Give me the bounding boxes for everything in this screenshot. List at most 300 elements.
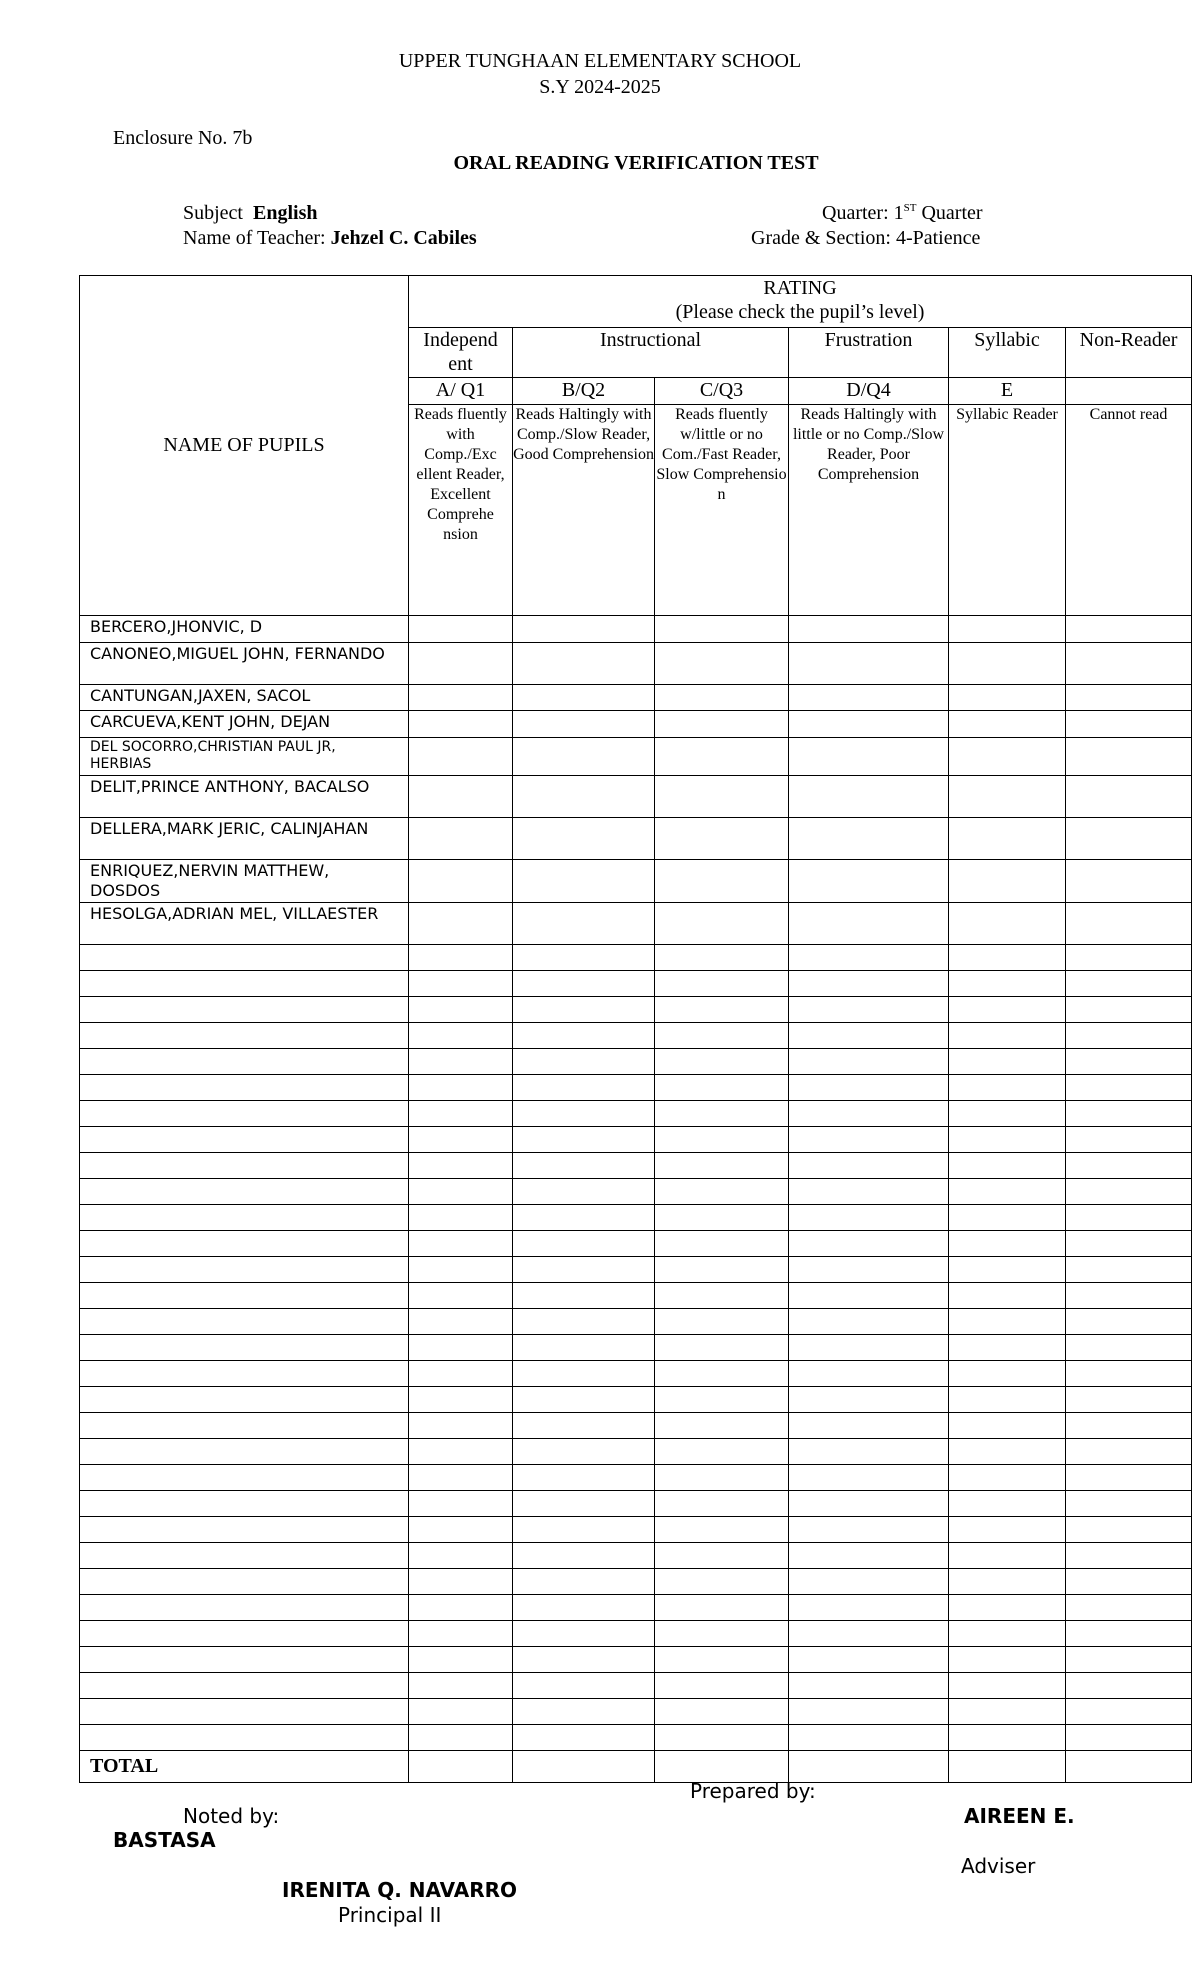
empty-check-cell[interactable] xyxy=(655,1621,789,1647)
empty-check-cell[interactable] xyxy=(949,997,1066,1023)
empty-check-cell[interactable] xyxy=(409,1387,513,1413)
pupil-check-cell[interactable] xyxy=(949,738,1066,776)
rating-header xyxy=(409,276,1192,328)
pupil-name: HESOLGA,ADRIAN MEL, VILLAESTER xyxy=(80,903,409,945)
pupil-check-cell[interactable] xyxy=(513,685,655,711)
empty-check-cell[interactable] xyxy=(513,1673,655,1699)
empty-check-cell[interactable] xyxy=(1066,1387,1192,1413)
pupil-check-cell[interactable] xyxy=(1066,903,1192,945)
empty-check-cell[interactable] xyxy=(513,1075,655,1101)
pupil-name: CANTUNGAN,JAXEN, SACOL xyxy=(80,685,409,711)
empty-check-cell[interactable] xyxy=(655,1361,789,1387)
empty-check-cell[interactable] xyxy=(1066,1283,1192,1309)
empty-check-cell[interactable] xyxy=(789,1621,949,1647)
pupil-check-cell[interactable] xyxy=(789,860,949,903)
empty-check-cell[interactable] xyxy=(949,1543,1066,1569)
pupil-check-cell[interactable] xyxy=(1066,860,1192,903)
empty-check-cell[interactable] xyxy=(513,1153,655,1179)
empty-check-cell[interactable] xyxy=(655,1049,789,1075)
pupil-name: DELIT,PRINCE ANTHONY, BACALSO xyxy=(80,776,409,818)
empty-check-cell[interactable] xyxy=(1066,1127,1192,1153)
pupil-check-cell[interactable] xyxy=(513,903,655,945)
pupil-check-cell[interactable] xyxy=(1066,738,1192,776)
empty-row xyxy=(80,1595,1192,1621)
empty-check-cell[interactable] xyxy=(789,1413,949,1439)
pupil-check-cell[interactable] xyxy=(949,860,1066,903)
pupil-check-cell[interactable] xyxy=(655,818,789,860)
pupil-check-cell[interactable] xyxy=(789,685,949,711)
empty-check-cell[interactable] xyxy=(789,1309,949,1335)
empty-check-cell[interactable] xyxy=(789,1179,949,1205)
pupil-check-cell[interactable] xyxy=(655,685,789,711)
desc-independent: Reads fluently with Comp./Exc ellent Reader, Excellent Comprehe nsion xyxy=(409,405,513,616)
empty-check-cell[interactable] xyxy=(655,945,789,971)
pupil-check-cell[interactable] xyxy=(949,685,1066,711)
empty-name-cell[interactable] xyxy=(80,1725,409,1751)
pupil-name: DEL SOCORRO,CHRISTIAN PAUL JR, HERBIAS xyxy=(80,738,409,776)
empty-check-cell[interactable] xyxy=(513,1465,655,1491)
empty-check-cell[interactable] xyxy=(409,1725,513,1751)
pupil-check-cell[interactable] xyxy=(409,643,513,685)
empty-check-cell[interactable] xyxy=(409,1205,513,1231)
empty-name-cell[interactable] xyxy=(80,1127,409,1153)
pupil-check-cell[interactable] xyxy=(1066,643,1192,685)
empty-check-cell[interactable] xyxy=(1066,1413,1192,1439)
empty-check-cell[interactable] xyxy=(1066,1491,1192,1517)
empty-check-cell[interactable] xyxy=(655,1127,789,1153)
pupil-check-cell[interactable] xyxy=(655,711,789,738)
empty-name-cell[interactable] xyxy=(80,1465,409,1491)
empty-check-cell[interactable] xyxy=(1066,1205,1192,1231)
empty-check-cell[interactable] xyxy=(655,1179,789,1205)
pupil-check-cell[interactable] xyxy=(949,903,1066,945)
pupil-check-cell[interactable] xyxy=(513,738,655,776)
empty-check-cell[interactable] xyxy=(655,1205,789,1231)
table-row xyxy=(80,903,1192,945)
empty-check-cell[interactable] xyxy=(655,997,789,1023)
total-check-cell[interactable] xyxy=(1066,1751,1192,1783)
empty-check-cell[interactable] xyxy=(409,1257,513,1283)
adviser-name-last: BASTASA xyxy=(113,1828,216,1852)
empty-check-cell[interactable] xyxy=(655,1075,789,1101)
empty-check-cell[interactable] xyxy=(655,1231,789,1257)
empty-check-cell[interactable] xyxy=(949,1413,1066,1439)
empty-check-cell[interactable] xyxy=(949,1023,1066,1049)
empty-check-cell[interactable] xyxy=(949,1387,1066,1413)
empty-check-cell[interactable] xyxy=(1066,1439,1192,1465)
empty-row xyxy=(80,1335,1192,1361)
empty-check-cell[interactable] xyxy=(789,1257,949,1283)
pupil-check-cell[interactable] xyxy=(655,643,789,685)
empty-check-cell[interactable] xyxy=(789,1075,949,1101)
empty-check-cell[interactable] xyxy=(949,1179,1066,1205)
empty-check-cell[interactable] xyxy=(949,1231,1066,1257)
pupil-check-cell[interactable] xyxy=(789,818,949,860)
empty-row xyxy=(80,1725,1192,1751)
empty-name-cell[interactable] xyxy=(80,1101,409,1127)
empty-name-cell[interactable] xyxy=(80,1049,409,1075)
empty-check-cell[interactable] xyxy=(655,1699,789,1725)
pupil-check-cell[interactable] xyxy=(655,738,789,776)
empty-name-cell[interactable] xyxy=(80,1413,409,1439)
pupil-check-cell[interactable] xyxy=(655,616,789,643)
empty-check-cell[interactable] xyxy=(409,1361,513,1387)
total-check-cell[interactable] xyxy=(949,1751,1066,1783)
empty-name-cell[interactable] xyxy=(80,1595,409,1621)
pupil-check-cell[interactable] xyxy=(513,860,655,903)
pupil-check-cell[interactable] xyxy=(409,685,513,711)
empty-check-cell[interactable] xyxy=(409,1673,513,1699)
pupil-check-cell[interactable] xyxy=(949,776,1066,818)
empty-check-cell[interactable] xyxy=(1066,1231,1192,1257)
empty-check-cell[interactable] xyxy=(949,1647,1066,1673)
rating-title: RATING xyxy=(763,277,837,299)
empty-check-cell[interactable] xyxy=(409,1439,513,1465)
empty-check-cell[interactable] xyxy=(789,1569,949,1595)
empty-check-cell[interactable] xyxy=(1066,1101,1192,1127)
empty-check-cell[interactable] xyxy=(655,1023,789,1049)
empty-check-cell[interactable] xyxy=(409,1231,513,1257)
pupil-check-cell[interactable] xyxy=(1066,616,1192,643)
empty-name-cell[interactable] xyxy=(80,1153,409,1179)
pupil-check-cell[interactable] xyxy=(1066,776,1192,818)
empty-check-cell[interactable] xyxy=(1066,1673,1192,1699)
empty-check-cell[interactable] xyxy=(513,1647,655,1673)
empty-check-cell[interactable] xyxy=(949,1205,1066,1231)
empty-check-cell[interactable] xyxy=(513,1491,655,1517)
empty-check-cell[interactable] xyxy=(1066,1309,1192,1335)
empty-row xyxy=(80,1361,1192,1387)
empty-check-cell[interactable] xyxy=(409,1621,513,1647)
pupil-check-cell[interactable] xyxy=(789,711,949,738)
empty-check-cell[interactable] xyxy=(513,945,655,971)
empty-check-cell[interactable] xyxy=(1066,1257,1192,1283)
pupil-check-cell[interactable] xyxy=(655,776,789,818)
pupil-check-cell[interactable] xyxy=(1066,711,1192,738)
pupil-check-cell[interactable] xyxy=(949,643,1066,685)
empty-name-cell[interactable] xyxy=(80,1309,409,1335)
empty-name-cell[interactable] xyxy=(80,1569,409,1595)
empty-check-cell[interactable] xyxy=(513,1439,655,1465)
empty-check-cell[interactable] xyxy=(949,1127,1066,1153)
empty-name-cell[interactable] xyxy=(80,1361,409,1387)
empty-check-cell[interactable] xyxy=(949,1075,1066,1101)
total-check-cell[interactable] xyxy=(655,1751,789,1783)
empty-row xyxy=(80,1309,1192,1335)
pupil-check-cell[interactable] xyxy=(513,776,655,818)
empty-check-cell[interactable] xyxy=(655,1153,789,1179)
empty-check-cell[interactable] xyxy=(513,1699,655,1725)
empty-check-cell[interactable] xyxy=(789,1673,949,1699)
empty-name-cell[interactable] xyxy=(80,1023,409,1049)
pupil-check-cell[interactable] xyxy=(409,818,513,860)
empty-check-cell[interactable] xyxy=(1066,1023,1192,1049)
empty-check-cell[interactable] xyxy=(1066,1153,1192,1179)
empty-name-cell[interactable] xyxy=(80,1517,409,1543)
empty-check-cell[interactable] xyxy=(789,1543,949,1569)
empty-check-cell[interactable] xyxy=(1066,1361,1192,1387)
empty-check-cell[interactable] xyxy=(949,1699,1066,1725)
empty-check-cell[interactable] xyxy=(1066,1075,1192,1101)
empty-check-cell[interactable] xyxy=(949,1517,1066,1543)
empty-check-cell[interactable] xyxy=(655,1543,789,1569)
empty-name-cell[interactable] xyxy=(80,1205,409,1231)
empty-check-cell[interactable] xyxy=(513,1361,655,1387)
empty-check-cell[interactable] xyxy=(409,1569,513,1595)
empty-check-cell[interactable] xyxy=(513,1543,655,1569)
empty-check-cell[interactable] xyxy=(949,1101,1066,1127)
empty-name-cell[interactable] xyxy=(80,1491,409,1517)
pupil-check-cell[interactable] xyxy=(513,616,655,643)
empty-row xyxy=(80,1075,1192,1101)
empty-check-cell[interactable] xyxy=(513,1413,655,1439)
pupil-check-cell[interactable] xyxy=(513,818,655,860)
empty-check-cell[interactable] xyxy=(789,1517,949,1543)
empty-check-cell[interactable] xyxy=(409,1153,513,1179)
empty-check-cell[interactable] xyxy=(1066,997,1192,1023)
empty-check-cell[interactable] xyxy=(789,1595,949,1621)
empty-check-cell[interactable] xyxy=(789,971,949,997)
empty-check-cell[interactable] xyxy=(789,1335,949,1361)
empty-check-cell[interactable] xyxy=(409,1335,513,1361)
pupil-check-cell[interactable] xyxy=(789,776,949,818)
empty-check-cell[interactable] xyxy=(789,1049,949,1075)
empty-check-cell[interactable] xyxy=(513,1023,655,1049)
empty-check-cell[interactable] xyxy=(789,1647,949,1673)
empty-check-cell[interactable] xyxy=(409,971,513,997)
empty-check-cell[interactable] xyxy=(409,945,513,971)
empty-check-cell[interactable] xyxy=(1066,1725,1192,1751)
empty-check-cell[interactable] xyxy=(1066,1595,1192,1621)
total-check-cell[interactable] xyxy=(409,1751,513,1783)
empty-check-cell[interactable] xyxy=(409,1595,513,1621)
empty-check-cell[interactable] xyxy=(513,1179,655,1205)
empty-check-cell[interactable] xyxy=(655,1101,789,1127)
empty-name-cell[interactable] xyxy=(80,1673,409,1699)
empty-check-cell[interactable] xyxy=(655,1517,789,1543)
empty-check-cell[interactable] xyxy=(409,1309,513,1335)
pupil-check-cell[interactable] xyxy=(409,776,513,818)
empty-check-cell[interactable] xyxy=(655,1387,789,1413)
empty-check-cell[interactable] xyxy=(513,1205,655,1231)
empty-name-cell[interactable] xyxy=(80,1231,409,1257)
pupil-check-cell[interactable] xyxy=(789,643,949,685)
empty-check-cell[interactable] xyxy=(949,1725,1066,1751)
empty-check-cell[interactable] xyxy=(789,1231,949,1257)
empty-check-cell[interactable] xyxy=(949,971,1066,997)
total-label: TOTAL xyxy=(80,1751,409,1783)
empty-check-cell[interactable] xyxy=(949,1595,1066,1621)
empty-check-cell[interactable] xyxy=(789,1153,949,1179)
empty-check-cell[interactable] xyxy=(1066,1179,1192,1205)
empty-check-cell[interactable] xyxy=(513,1387,655,1413)
empty-check-cell[interactable] xyxy=(949,1673,1066,1699)
empty-check-cell[interactable] xyxy=(949,1491,1066,1517)
pupil-check-cell[interactable] xyxy=(513,643,655,685)
empty-check-cell[interactable] xyxy=(409,1647,513,1673)
empty-check-cell[interactable] xyxy=(1066,971,1192,997)
empty-check-cell[interactable] xyxy=(789,1283,949,1309)
empty-check-cell[interactable] xyxy=(409,1179,513,1205)
desc-non-reader: Cannot read xyxy=(1066,405,1192,616)
empty-check-cell[interactable] xyxy=(513,997,655,1023)
pupil-check-cell[interactable] xyxy=(789,738,949,776)
empty-check-cell[interactable] xyxy=(655,1439,789,1465)
empty-check-cell[interactable] xyxy=(1066,1543,1192,1569)
grade-section: Grade & Section: 4-Patience xyxy=(751,227,981,249)
pupil-check-cell[interactable] xyxy=(789,903,949,945)
empty-check-cell[interactable] xyxy=(513,1569,655,1595)
pupil-check-cell[interactable] xyxy=(409,903,513,945)
empty-check-cell[interactable] xyxy=(1066,1049,1192,1075)
empty-check-cell[interactable] xyxy=(513,971,655,997)
pupil-check-cell[interactable] xyxy=(949,616,1066,643)
empty-name-cell[interactable] xyxy=(80,1179,409,1205)
empty-name-cell[interactable] xyxy=(80,1257,409,1283)
empty-name-cell[interactable] xyxy=(80,1335,409,1361)
empty-check-cell[interactable] xyxy=(655,1569,789,1595)
empty-name-cell[interactable] xyxy=(80,1387,409,1413)
pupil-check-cell[interactable] xyxy=(949,818,1066,860)
empty-check-cell[interactable] xyxy=(409,1699,513,1725)
empty-check-cell[interactable] xyxy=(655,1465,789,1491)
empty-check-cell[interactable] xyxy=(513,1725,655,1751)
empty-check-cell[interactable] xyxy=(789,1361,949,1387)
empty-check-cell[interactable] xyxy=(655,1673,789,1699)
empty-check-cell[interactable] xyxy=(409,1491,513,1517)
empty-name-cell[interactable] xyxy=(80,945,409,971)
empty-check-cell[interactable] xyxy=(655,1257,789,1283)
empty-check-cell[interactable] xyxy=(409,1283,513,1309)
empty-check-cell[interactable] xyxy=(789,1205,949,1231)
code-b-q2: B/Q2 xyxy=(513,378,655,405)
pupil-check-cell[interactable] xyxy=(655,903,789,945)
rating-table xyxy=(79,275,1192,1783)
total-check-cell[interactable] xyxy=(789,1751,949,1783)
empty-check-cell[interactable] xyxy=(949,1465,1066,1491)
empty-name-cell[interactable] xyxy=(80,997,409,1023)
empty-check-cell[interactable] xyxy=(409,1049,513,1075)
empty-check-cell[interactable] xyxy=(1066,1647,1192,1673)
empty-check-cell[interactable] xyxy=(655,971,789,997)
empty-name-cell[interactable] xyxy=(80,1647,409,1673)
empty-row xyxy=(80,1205,1192,1231)
empty-name-cell[interactable] xyxy=(80,971,409,997)
empty-name-cell[interactable] xyxy=(80,1621,409,1647)
pupil-check-cell[interactable] xyxy=(949,711,1066,738)
empty-check-cell[interactable] xyxy=(513,1283,655,1309)
empty-check-cell[interactable] xyxy=(655,1647,789,1673)
empty-check-cell[interactable] xyxy=(409,1023,513,1049)
empty-check-cell[interactable] xyxy=(409,1517,513,1543)
empty-check-cell[interactable] xyxy=(409,1413,513,1439)
empty-check-cell[interactable] xyxy=(513,1517,655,1543)
empty-check-cell[interactable] xyxy=(1066,1517,1192,1543)
empty-check-cell[interactable] xyxy=(1066,1465,1192,1491)
empty-check-cell[interactable] xyxy=(655,1413,789,1439)
empty-name-cell[interactable] xyxy=(80,1075,409,1101)
empty-check-cell[interactable] xyxy=(513,1257,655,1283)
empty-check-cell[interactable] xyxy=(949,1621,1066,1647)
empty-check-cell[interactable] xyxy=(789,1387,949,1413)
empty-name-cell[interactable] xyxy=(80,1699,409,1725)
empty-check-cell[interactable] xyxy=(513,1595,655,1621)
empty-check-cell[interactable] xyxy=(949,1257,1066,1283)
empty-check-cell[interactable] xyxy=(1066,945,1192,971)
pupil-check-cell[interactable] xyxy=(1066,685,1192,711)
empty-name-cell[interactable] xyxy=(80,1439,409,1465)
empty-check-cell[interactable] xyxy=(655,1335,789,1361)
empty-check-cell[interactable] xyxy=(513,1231,655,1257)
empty-check-cell[interactable] xyxy=(655,1595,789,1621)
empty-check-cell[interactable] xyxy=(655,1309,789,1335)
empty-row xyxy=(80,1387,1192,1413)
pupil-check-cell[interactable] xyxy=(409,711,513,738)
empty-check-cell[interactable] xyxy=(949,1335,1066,1361)
empty-check-cell[interactable] xyxy=(789,1465,949,1491)
empty-check-cell[interactable] xyxy=(789,1023,949,1049)
empty-check-cell[interactable] xyxy=(789,1725,949,1751)
empty-check-cell[interactable] xyxy=(1066,1621,1192,1647)
empty-check-cell[interactable] xyxy=(513,1621,655,1647)
empty-check-cell[interactable] xyxy=(409,1127,513,1153)
empty-check-cell[interactable] xyxy=(789,1491,949,1517)
empty-check-cell[interactable] xyxy=(513,1127,655,1153)
empty-check-cell[interactable] xyxy=(789,997,949,1023)
pupil-check-cell[interactable] xyxy=(655,860,789,903)
empty-check-cell[interactable] xyxy=(409,1075,513,1101)
empty-check-cell[interactable] xyxy=(949,1361,1066,1387)
empty-check-cell[interactable] xyxy=(949,1283,1066,1309)
empty-check-cell[interactable] xyxy=(1066,1335,1192,1361)
empty-name-cell[interactable] xyxy=(80,1543,409,1569)
empty-check-cell[interactable] xyxy=(1066,1569,1192,1595)
empty-check-cell[interactable] xyxy=(789,1101,949,1127)
empty-check-cell[interactable] xyxy=(513,1101,655,1127)
empty-check-cell[interactable] xyxy=(949,1049,1066,1075)
pupil-check-cell[interactable] xyxy=(409,616,513,643)
pupil-check-cell[interactable] xyxy=(409,738,513,776)
total-check-cell[interactable] xyxy=(513,1751,655,1783)
empty-check-cell[interactable] xyxy=(949,1153,1066,1179)
empty-check-cell[interactable] xyxy=(949,945,1066,971)
empty-check-cell[interactable] xyxy=(655,1283,789,1309)
empty-check-cell[interactable] xyxy=(789,945,949,971)
empty-check-cell[interactable] xyxy=(409,1465,513,1491)
pupil-check-cell[interactable] xyxy=(789,616,949,643)
empty-check-cell[interactable] xyxy=(655,1491,789,1517)
empty-check-cell[interactable] xyxy=(789,1439,949,1465)
pupil-check-cell[interactable] xyxy=(409,860,513,903)
empty-check-cell[interactable] xyxy=(789,1699,949,1725)
desc-syllabic: Syllabic Reader xyxy=(949,405,1066,616)
empty-check-cell[interactable] xyxy=(409,1101,513,1127)
empty-check-cell[interactable] xyxy=(949,1569,1066,1595)
empty-check-cell[interactable] xyxy=(513,1309,655,1335)
empty-check-cell[interactable] xyxy=(949,1439,1066,1465)
empty-check-cell[interactable] xyxy=(513,1049,655,1075)
empty-check-cell[interactable] xyxy=(409,997,513,1023)
empty-check-cell[interactable] xyxy=(1066,1699,1192,1725)
empty-check-cell[interactable] xyxy=(513,1335,655,1361)
pupil-check-cell[interactable] xyxy=(513,711,655,738)
empty-check-cell[interactable] xyxy=(949,1309,1066,1335)
empty-check-cell[interactable] xyxy=(409,1543,513,1569)
empty-name-cell[interactable] xyxy=(80,1283,409,1309)
empty-check-cell[interactable] xyxy=(789,1127,949,1153)
pupil-check-cell[interactable] xyxy=(1066,818,1192,860)
empty-check-cell[interactable] xyxy=(655,1725,789,1751)
